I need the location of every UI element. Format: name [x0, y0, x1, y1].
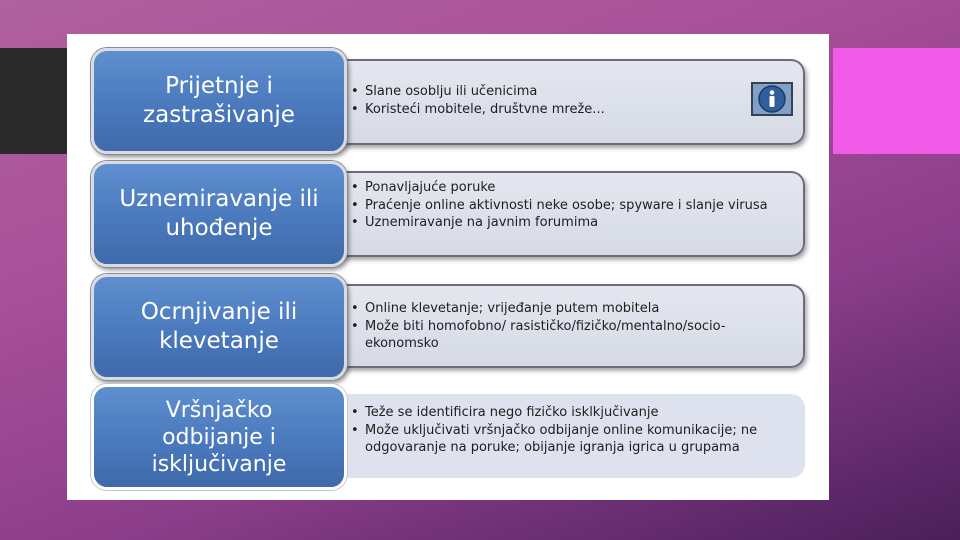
bullet-point: • Praćenje online aktivnosti neke osobe; spyware i slanje virusa: [351, 197, 793, 215]
content-panel: [67, 34, 829, 500]
bullet-point: • Teže se identificira nego fizičko isklkjučivanje: [351, 404, 795, 422]
decorative-dark-bar: [0, 48, 72, 154]
bullet-point: • Može biti homofobno/ rasističko/fizičko/mentalno/socio-ekonomsko: [351, 318, 793, 353]
section-details: [327, 394, 805, 478]
section-title-box: [91, 274, 347, 380]
bullet-point: • Uznemiravanje na javnim forumima: [351, 214, 793, 232]
section-title: Uznemiravanje ili uhođenje: [119, 186, 319, 241]
bullet-point: • Online klevetanje; vrijeđanje putem mobitela: [351, 300, 793, 318]
section-title: Ocrnjivanje ili klevetanje: [140, 299, 298, 354]
bullet-point: • Ponavljajuće poruke: [351, 179, 793, 197]
section-title: Vršnjačko odbijanje i isključivanje: [151, 397, 287, 477]
section-details: [327, 59, 805, 145]
section-title-box: [91, 48, 347, 154]
section-details: [327, 171, 805, 257]
bullet-point: • Slane osoblju ili učenicima: [351, 83, 793, 101]
section-title: Prijetnje i zastrašivanje: [143, 73, 295, 128]
section-title-box: [91, 384, 347, 490]
section-title-box: [91, 161, 347, 267]
bullet-point: • Može uključivati vršnjačko odbijanje online komunikacije; ne odgovaranje na poruke; obijanje igranja igrica u grupama: [351, 422, 795, 457]
info-icon-glyph: [757, 84, 787, 114]
info-icon[interactable]: [751, 82, 793, 116]
section-details: [327, 284, 805, 368]
decorative-pink-bar: [833, 48, 960, 154]
bullet-point: • Koristeći mobitele, društvne mreže...: [351, 101, 793, 119]
